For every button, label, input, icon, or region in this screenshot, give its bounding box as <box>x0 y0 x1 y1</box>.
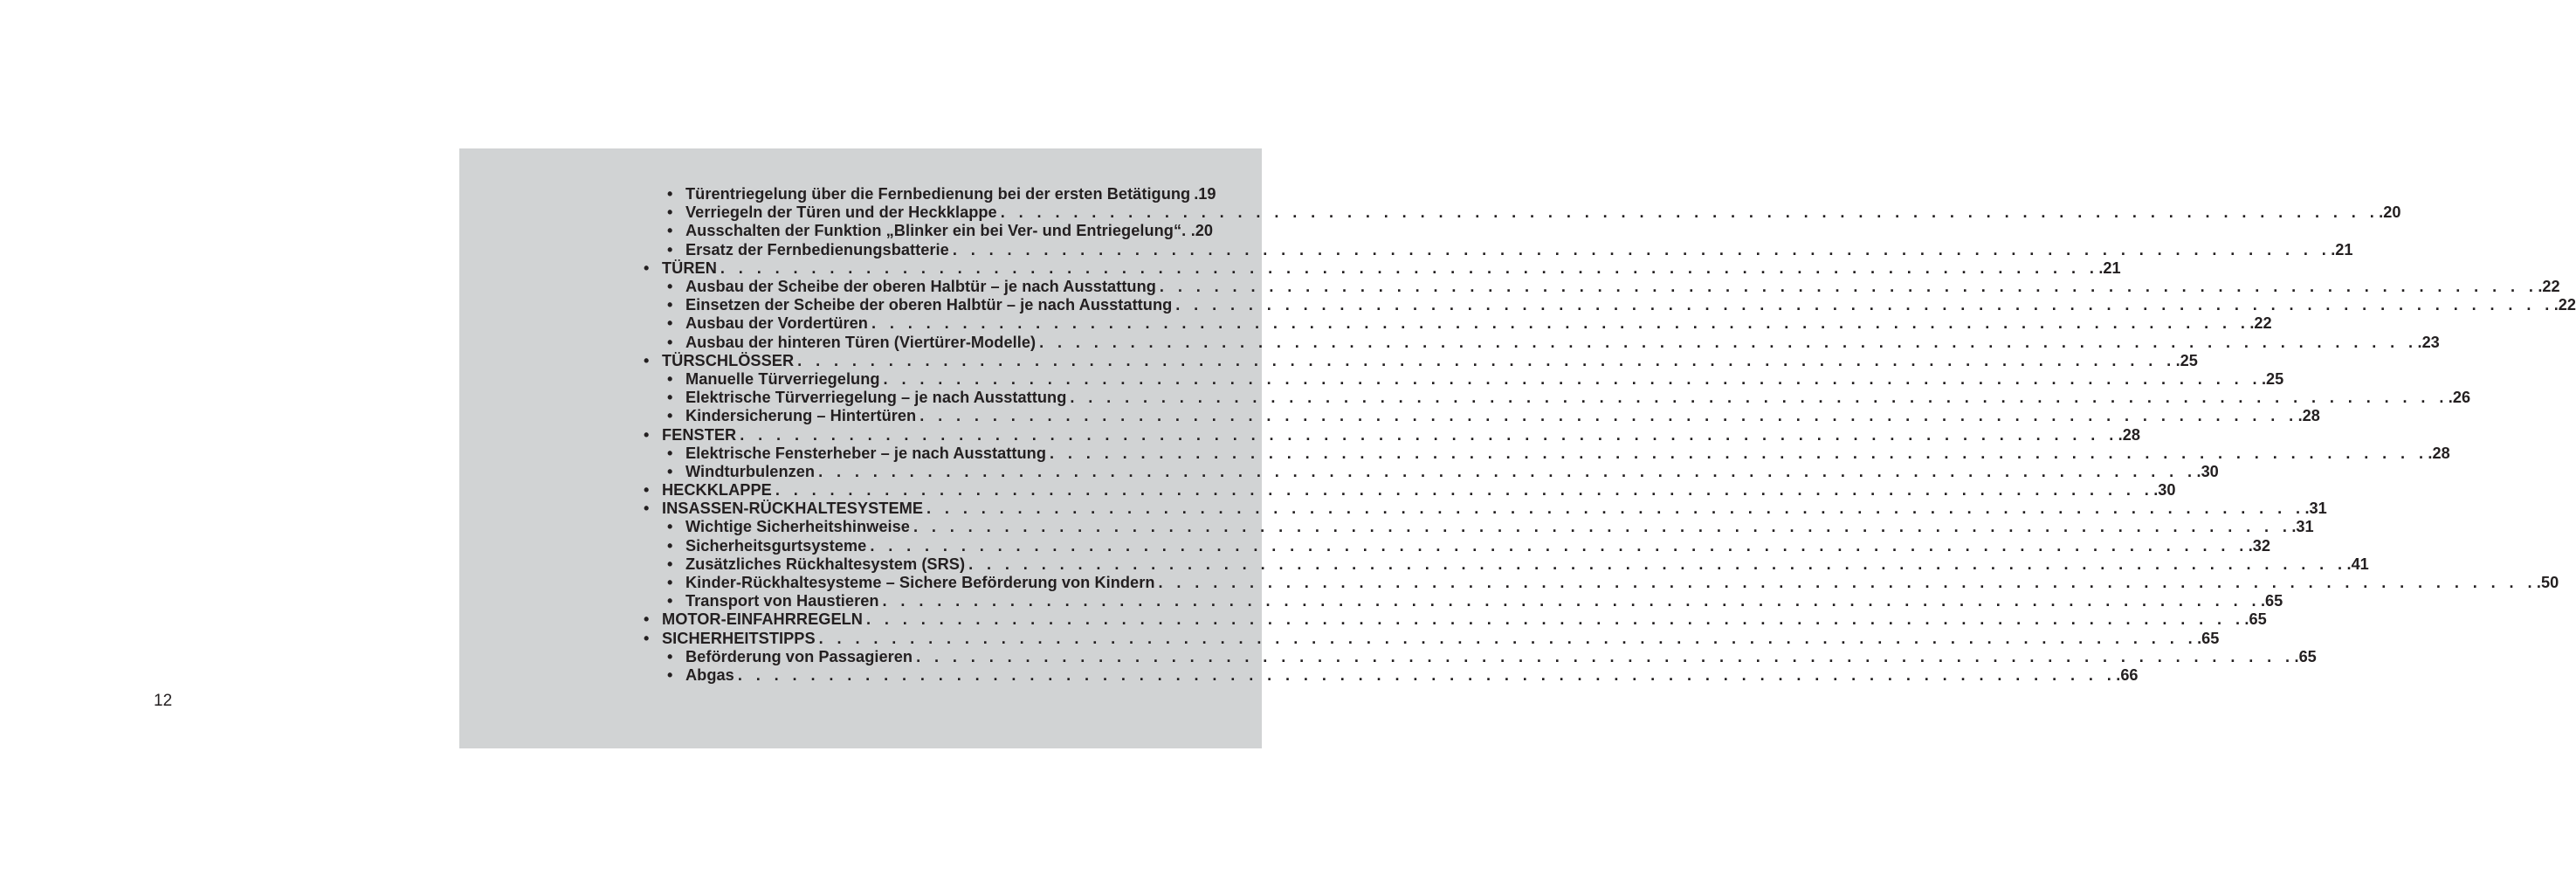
bullet-icon: • <box>667 592 673 610</box>
toc-section-entry <box>644 351 2198 370</box>
bullet-icon: • <box>667 665 673 684</box>
dot-leader <box>870 537 2248 555</box>
toc-section-entry <box>644 500 2327 518</box>
toc-entry-page: .25 <box>2175 351 2198 369</box>
bullet-icon: • <box>667 240 673 258</box>
bullet-icon: • <box>667 333 673 351</box>
bullet-icon: • <box>667 389 673 407</box>
toc-entry-title: Elektrische Fensterheber – je nach Ausstattung <box>685 444 1046 462</box>
toc-entry-title: Kindersicherung – Hintertüren <box>685 407 917 425</box>
toc-entry-title: Ausschalten der Funktion „Blinker ein bei Ver- und Entriegelung“. <box>685 222 1187 240</box>
dot-leader <box>1175 296 2553 314</box>
dot-leader <box>775 481 2153 500</box>
dot-leader <box>738 666 2116 685</box>
dot-leader <box>953 241 2331 259</box>
toc-entry-page: .22 <box>2553 296 2576 314</box>
toc-entry-title: Elektrische Türverriegelung – je nach Ausstattung <box>685 389 1067 407</box>
bullet-icon: • <box>667 444 673 462</box>
bullet-icon: • <box>644 351 650 369</box>
toc-entry-title: Verriegeln der Türen und der Heckklappe <box>685 203 997 222</box>
toc-entry-page: .65 <box>2244 610 2267 629</box>
bullet-icon: • <box>667 222 673 240</box>
toc-entry-page: .65 <box>2197 629 2220 647</box>
bullet-icon: • <box>667 203 673 222</box>
toc-section-entry <box>644 425 2140 444</box>
dot-leader <box>720 259 2098 278</box>
page-number: 12 <box>154 692 173 710</box>
bullet-icon: • <box>644 629 650 647</box>
toc-entry-page: .31 <box>2291 518 2314 536</box>
toc-entry-page: .26 <box>2448 389 2471 407</box>
toc-entry-title: Kinder-Rückhaltesysteme – Sichere Beförderung von Kindern <box>685 574 1155 592</box>
toc-entry-title: Zusätzliches Rückhaltesystem (SRS) <box>685 555 966 573</box>
toc-entry-page: .32 <box>2248 536 2271 555</box>
toc-subsection-entry <box>644 314 2272 333</box>
toc-entry-page: .30 <box>2196 462 2219 480</box>
toc-entry-page: .20 <box>1190 222 1213 240</box>
toc-entry-page: .30 <box>2153 481 2176 500</box>
bullet-icon: • <box>667 185 673 203</box>
bullet-icon: • <box>644 610 650 629</box>
toc-subsection-entry <box>644 407 2320 425</box>
dot-leader <box>1160 278 2538 296</box>
dot-leader <box>819 630 2197 648</box>
toc-entry-page: .21 <box>2331 240 2353 258</box>
bullet-icon: • <box>667 574 673 592</box>
dot-leader <box>883 592 2261 610</box>
dot-leader <box>797 352 2175 370</box>
toc-subsection-entry <box>644 389 2471 407</box>
toc-entry-title: SICHERHEITSTIPPS <box>662 629 816 647</box>
bullet-icon: • <box>644 481 650 500</box>
toc-subsection-entry <box>644 296 2576 314</box>
toc-subsection-entry <box>644 647 2317 666</box>
bullet-icon: • <box>667 296 673 314</box>
bullet-icon: • <box>667 555 673 573</box>
table-of-contents <box>644 185 2576 685</box>
toc-subsection-entry <box>644 665 2139 685</box>
dot-leader <box>1050 445 2428 463</box>
toc-subsection-entry <box>644 574 2559 592</box>
toc-entry-title: TÜREN <box>662 258 717 277</box>
toc-entry-title: FENSTER <box>662 425 737 444</box>
toc-entry-title: Türentriegelung über die Fernbedienung bei der ersten Betätigung <box>685 185 1191 203</box>
toc-subsection-entry <box>644 369 2284 389</box>
bullet-icon: • <box>667 462 673 480</box>
toc-subsection-entry <box>644 518 2314 536</box>
toc-subsection-entry <box>644 444 2450 463</box>
dot-leader <box>818 463 2196 481</box>
dot-leader <box>884 370 2262 389</box>
toc-entry-title: Beförderung von Passagieren <box>685 647 913 665</box>
toc-subsection-entry <box>644 333 2440 352</box>
toc-entry-page: .22 <box>2249 314 2272 333</box>
toc-entry-title: Ersatz der Fernbedienungsbatterie <box>685 240 949 258</box>
toc-subsection-entry <box>644 536 2271 555</box>
toc-subsection-entry <box>644 592 2283 610</box>
bullet-icon: • <box>667 647 673 665</box>
dot-leader <box>1039 334 2417 352</box>
toc-entry-title: Wichtige Sicherheitshinweise <box>685 518 910 536</box>
toc-entry-title: Abgas <box>685 665 734 684</box>
toc-entry-title: Transport von Haustieren <box>685 592 879 610</box>
toc-section-entry <box>644 258 2121 278</box>
toc-entry-title: Sicherheitsgurtsysteme <box>685 536 867 555</box>
dot-leader <box>866 610 2244 629</box>
toc-entry-page: .21 <box>2098 258 2121 277</box>
bullet-icon: • <box>644 258 650 277</box>
dot-leader <box>916 648 2294 666</box>
toc-entry-page: .66 <box>2116 665 2139 684</box>
dot-leader <box>871 314 2249 333</box>
toc-entry-page: .28 <box>2428 444 2450 462</box>
toc-entry-title: Ausbau der hinteren Türen (Viertürer-Modelle) <box>685 333 1037 351</box>
toc-entry-page: .28 <box>2297 407 2320 425</box>
toc-section-entry <box>644 629 2220 648</box>
bullet-icon: • <box>667 407 673 425</box>
toc-entry-title: Ausbau der Scheibe der oberen Halbtür – je nach Ausstattung <box>685 278 1156 296</box>
bullet-icon: • <box>667 518 673 536</box>
bullet-icon: • <box>644 425 650 444</box>
toc-subsection-entry <box>644 222 1213 240</box>
toc-entry-title: Ausbau der Vordertüren <box>685 314 868 333</box>
toc-entry-title: Einsetzen der Scheibe der oberen Halbtür – je nach Ausstattung <box>685 296 1173 314</box>
toc-entry-page: .20 <box>2379 203 2401 222</box>
toc-entry-page: .28 <box>2118 425 2140 444</box>
toc-entry-title: Manuelle Türverriegelung <box>685 369 880 388</box>
toc-subsection-entry <box>644 240 2353 259</box>
toc-entry-title: MOTOR-EINFAHRREGELN <box>662 610 863 629</box>
dot-leader <box>913 518 2291 536</box>
toc-section-entry <box>644 610 2267 629</box>
dot-leader <box>968 555 2346 574</box>
bullet-icon: • <box>667 278 673 296</box>
toc-entry-title: INSASSEN-RÜCKHALTESYSTEME <box>662 500 924 518</box>
toc-entry-page: .65 <box>2260 592 2283 610</box>
dot-leader <box>1159 574 2537 592</box>
toc-entry-page: .25 <box>2261 369 2284 388</box>
bullet-icon: • <box>644 500 650 518</box>
toc-entry-page: .23 <box>2417 333 2440 351</box>
toc-entry-title: TÜRSCHLÖSSER <box>662 351 795 369</box>
dot-leader <box>740 426 2118 445</box>
toc-subsection-entry <box>644 462 2219 481</box>
dot-leader <box>1070 389 2448 407</box>
toc-subsection-entry <box>644 278 2560 296</box>
toc-entry-page: .31 <box>2304 500 2327 518</box>
toc-section-entry <box>644 481 2176 500</box>
bullet-icon: • <box>667 314 673 333</box>
dot-leader <box>1001 203 2379 222</box>
toc-subsection-entry <box>644 555 2369 574</box>
dot-leader <box>920 407 2297 425</box>
bullet-icon: • <box>667 536 673 555</box>
toc-entry-page: .65 <box>2294 647 2317 665</box>
toc-subsection-entry <box>644 185 1216 203</box>
toc-entry-page: .22 <box>2538 278 2560 296</box>
toc-entry-page: .19 <box>1194 185 1216 203</box>
toc-entry-page: .41 <box>2346 555 2369 573</box>
toc-entry-title: HECKKLAPPE <box>662 481 772 500</box>
bullet-icon: • <box>667 369 673 388</box>
toc-entry-title: Windturbulenzen <box>685 462 816 480</box>
toc-entry-page: .50 <box>2536 574 2559 592</box>
toc-subsection-entry <box>644 203 2401 222</box>
dot-leader <box>926 500 2304 518</box>
